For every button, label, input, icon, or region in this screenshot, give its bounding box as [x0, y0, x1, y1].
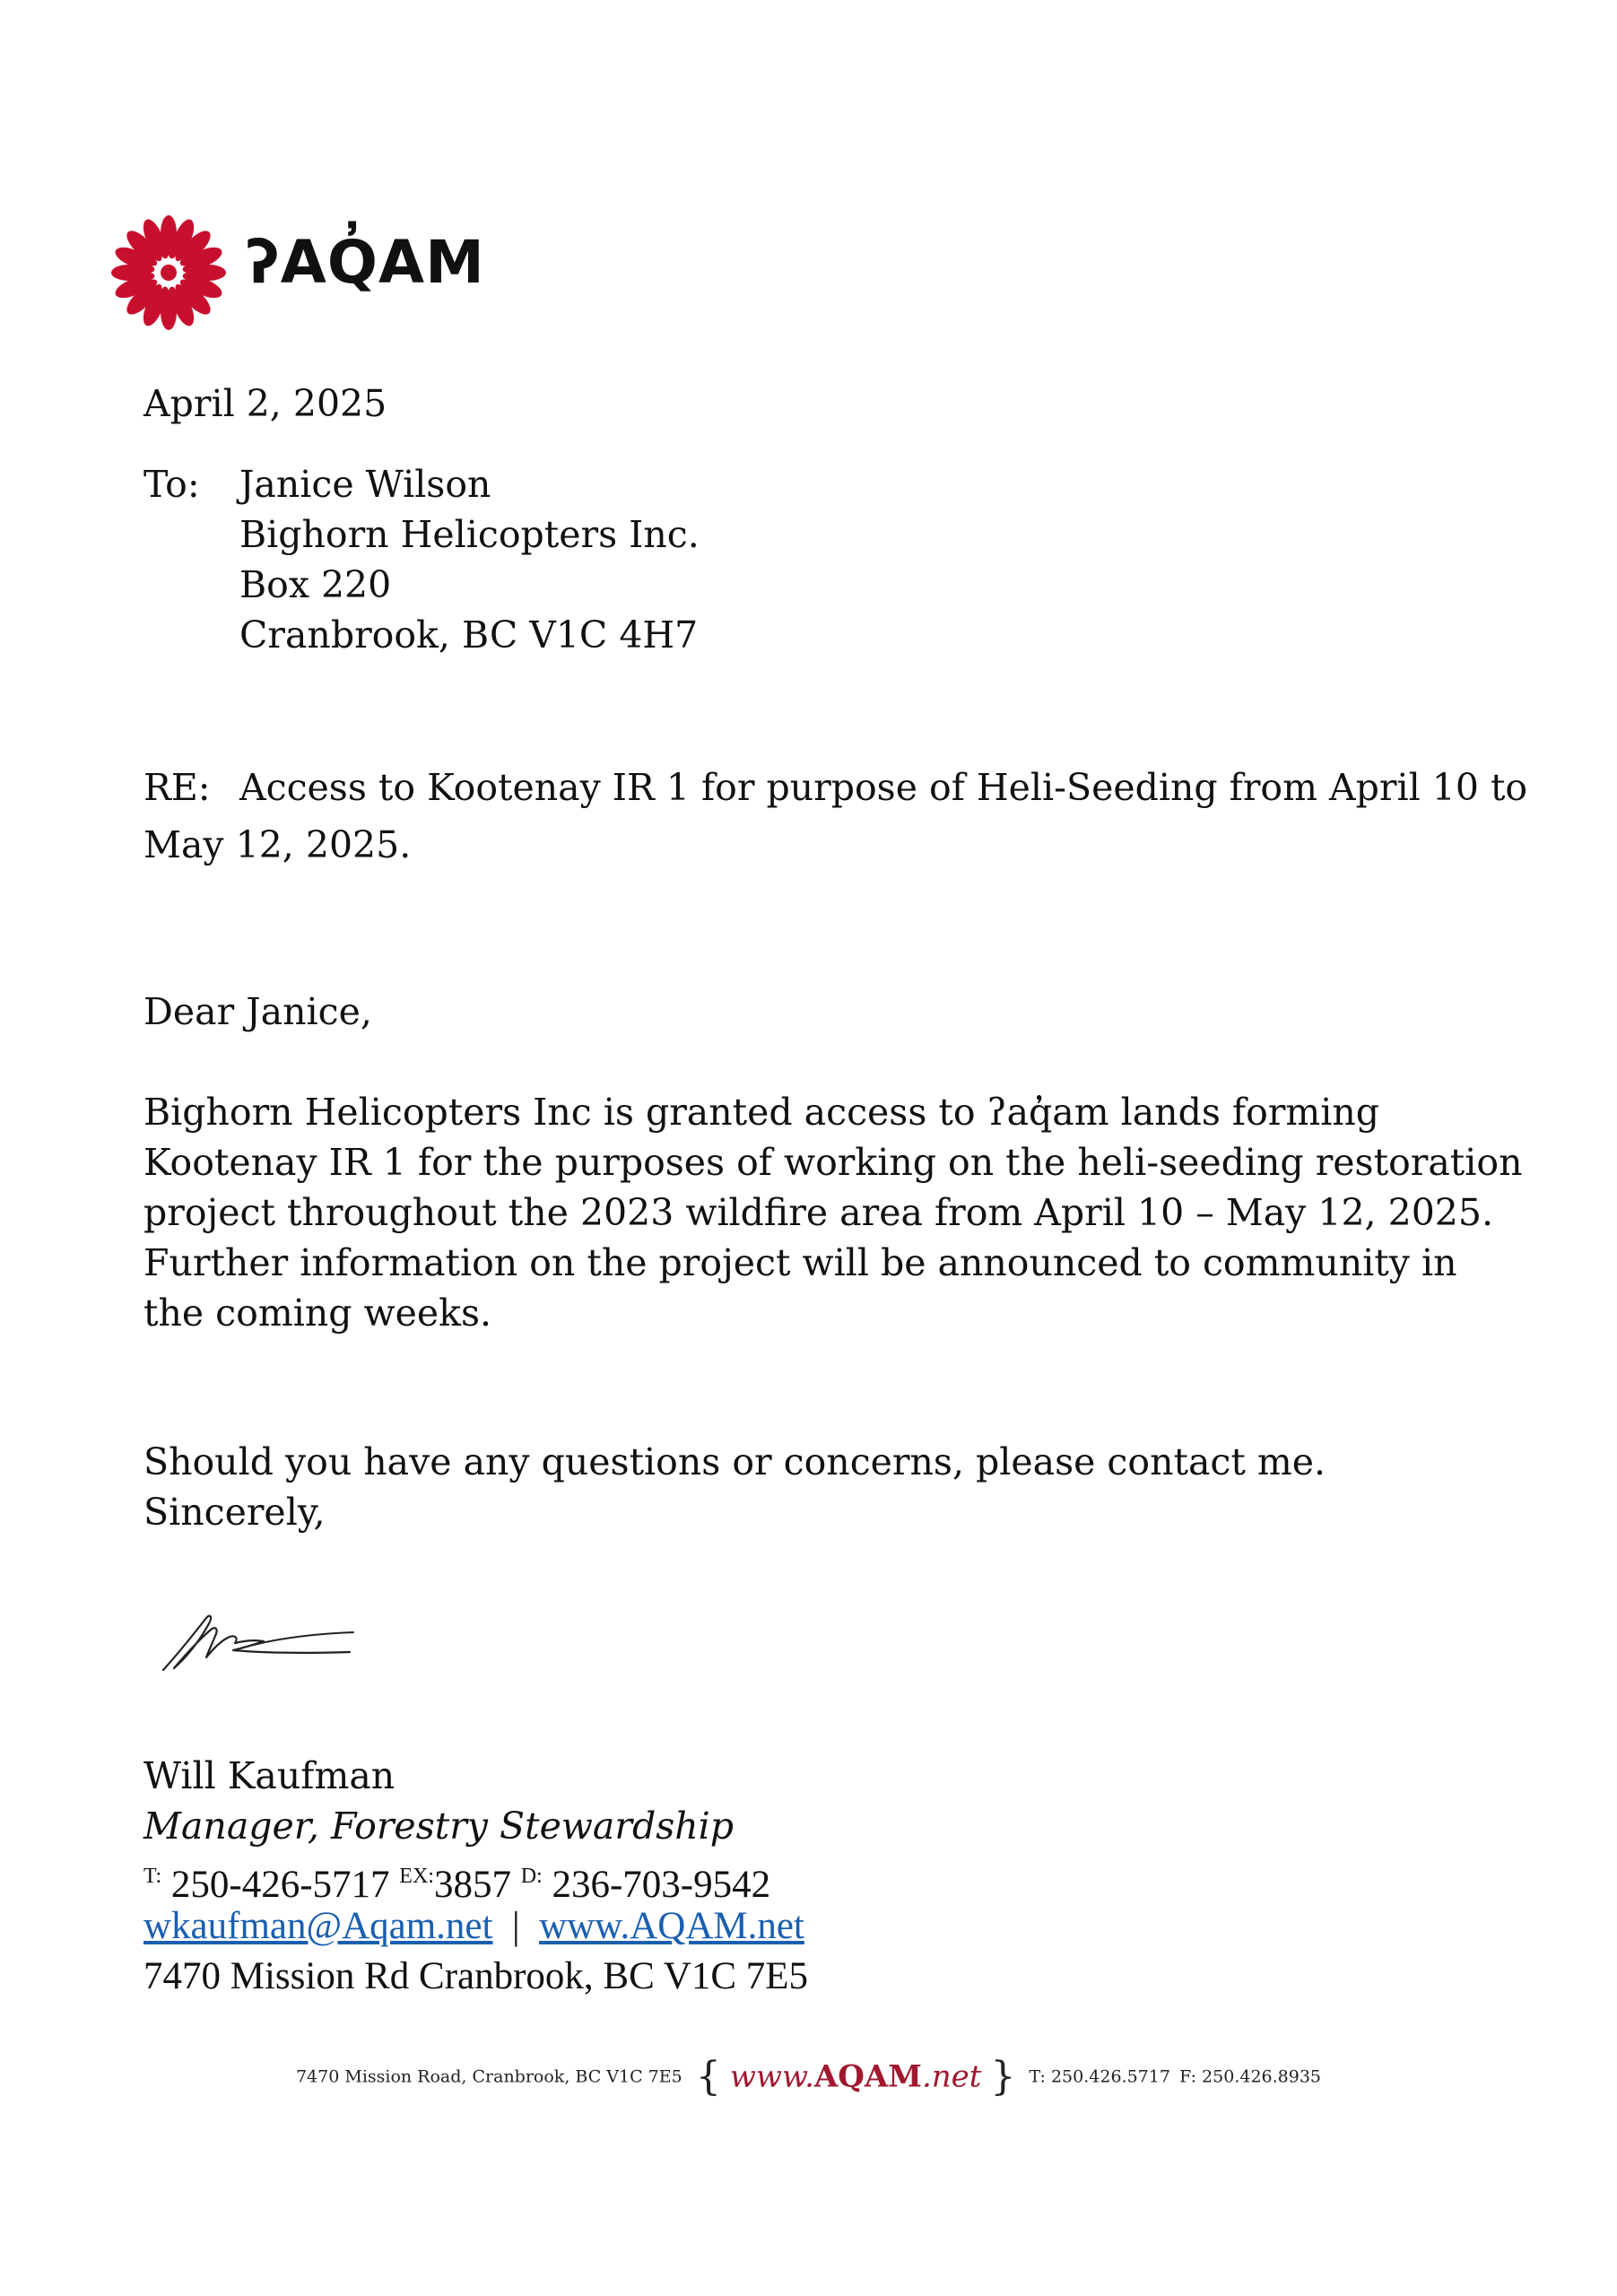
logo-wordmark: ʔAQ̓AM [246, 228, 485, 297]
footer-brace-close: } [990, 2054, 1016, 2100]
signer-title: Manager, Forestry Stewardship [143, 1805, 735, 1848]
letterhead-logo [109, 213, 504, 332]
direct-label: D: [520, 1865, 543, 1888]
salutation: Dear Janice, [143, 990, 372, 1033]
body-line: Kootenay IR 1 for the purposes of working on the heli-seeding restoration [143, 1141, 1523, 1184]
footer-fax: F: 250.426.8935 [1179, 2066, 1322, 2087]
recipient-city: Cranbrook, BC V1C 4H7 [239, 613, 699, 657]
body-line: Bighorn Helicopters Inc is granted access to ʔaq̓am lands forming [143, 1091, 1380, 1134]
signer-name: Will Kaufman [143, 1754, 396, 1797]
body-line: the coming weeks. [143, 1292, 492, 1335]
ext-label: EX: [399, 1865, 434, 1888]
footer-web-suffix: .net [921, 2058, 982, 2095]
signoff: Sincerely, [143, 1491, 326, 1534]
letter-date: April 2, 2025 [143, 382, 387, 425]
recipient-name: Janice Wilson [239, 463, 491, 506]
footer-address: 7470 Mission Road, Cranbrook, BC V1C 7E5 [295, 2066, 682, 2087]
closing-line: Should you have any questions or concerns, please contact me. [143, 1440, 1326, 1483]
footer-web-prefix: www. [729, 2058, 814, 2095]
body-paragraph [143, 1087, 1522, 1338]
footer-phone: T: 250.426.5717 [1029, 2066, 1170, 2087]
signer-address: 7470 Mission Rd Cranbrook, BC V1C 7E5 [143, 1955, 809, 1997]
page-footer [0, 2054, 1617, 2100]
contact-links [143, 1901, 804, 1952]
email-link[interactable]: wkaufman@Aqam.net [143, 1905, 493, 1947]
to-label: To: [143, 463, 200, 506]
subject-line: Access to Kootenay IR 1 for purpose of Heli-Seeding from April 10 to [239, 766, 1528, 809]
footer-web-brand: AQAM [813, 2058, 922, 2095]
link-separator: | [511, 1905, 520, 1947]
flower-logo-icon [109, 213, 228, 332]
body-line: project throughout the 2023 wildfire area from April 10 – May 12, 2025. [143, 1191, 1493, 1234]
closing [143, 1437, 1326, 1537]
recipient-company: Bighorn Helicopters Inc. [239, 513, 700, 556]
ext-number: 3857 [433, 1864, 511, 1906]
website-link[interactable]: www.AQAM.net [539, 1905, 804, 1947]
recipient-address [239, 459, 700, 660]
body-line: Further information on the project will be announced to community in [143, 1241, 1457, 1284]
handwritten-signature [154, 1605, 369, 1677]
recipient-box: Box 220 [239, 563, 392, 606]
footer-website [730, 2059, 982, 2095]
phone-label: T: [143, 1865, 162, 1888]
re-label: RE: [143, 766, 211, 809]
subject-line-continued: May 12, 2025. [143, 823, 412, 866]
direct-number: 236-703-9542 [552, 1864, 771, 1906]
footer-brace-open: { [695, 2054, 721, 2100]
phone-number: 250-426-5717 [170, 1864, 390, 1906]
